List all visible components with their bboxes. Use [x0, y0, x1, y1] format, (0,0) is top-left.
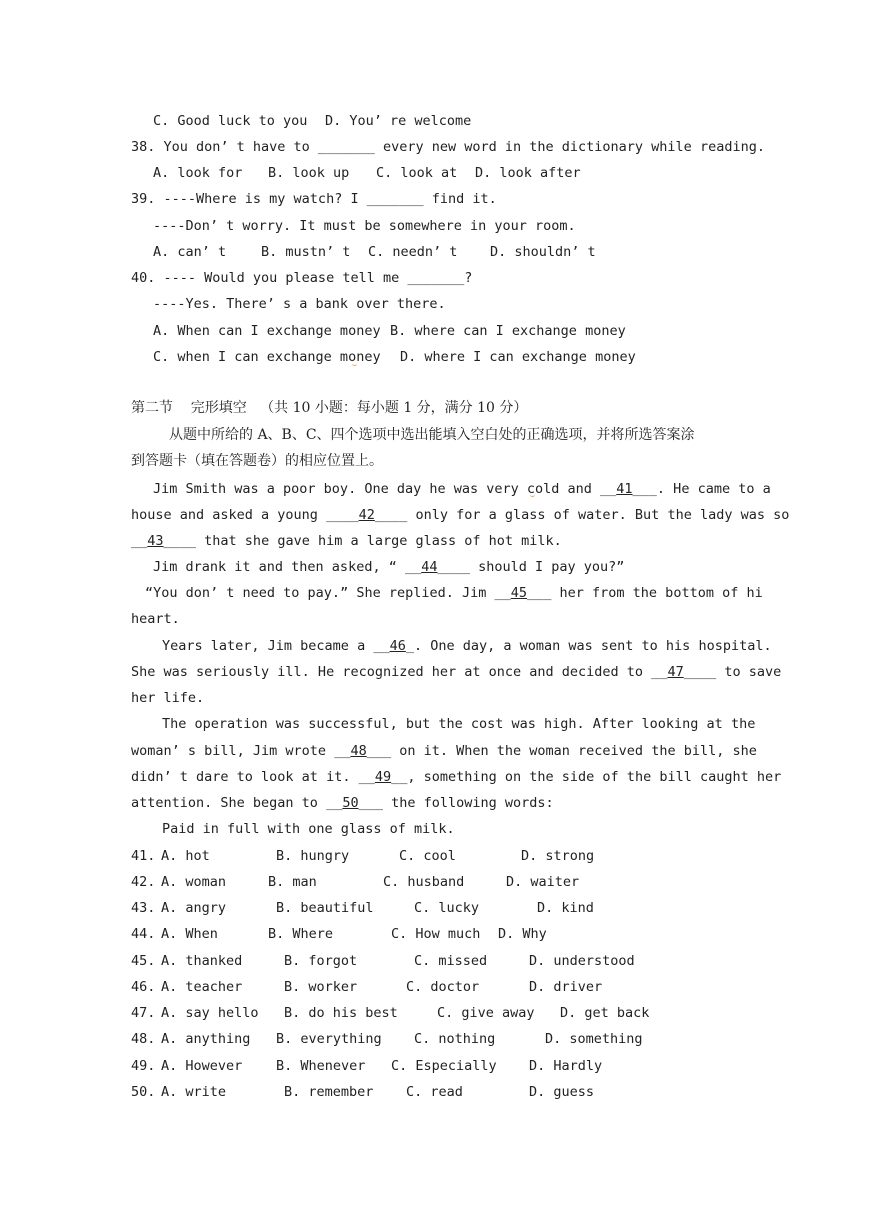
option-d: D. Hardly — [529, 1058, 603, 1074]
option-a: A. say hello — [161, 1005, 259, 1021]
q39-option-d: D. shouldn’ t — [490, 244, 596, 260]
blank-49: 49 — [374, 769, 392, 785]
option-a: A. angry — [161, 900, 227, 916]
option-number: 48. — [131, 1031, 156, 1047]
option-d: D. something — [545, 1031, 643, 1047]
option-d: D. driver — [529, 979, 603, 995]
blank-47: 47 — [667, 664, 684, 680]
q40-option-c: C. when I can exchange money — [153, 349, 381, 365]
option-c: C. nothing — [414, 1031, 496, 1047]
q40-option-a: A. When can I exchange money — [153, 323, 381, 339]
option-a: A. However — [161, 1058, 243, 1074]
passage-line: “You don’ t need to pay.” She replied. Jim __45___ her from the bottom of hi — [145, 585, 763, 601]
section-heading: 第二节 完形填空 （共 10 小题：每小题 1 分，满分 10 分） — [131, 400, 528, 416]
option-a: A. thanked — [161, 953, 243, 969]
q38-option-b: B. look up — [268, 165, 350, 181]
option-b: B. Where — [268, 926, 334, 942]
option-d: D. waiter — [506, 874, 580, 890]
option-number: 41. — [131, 848, 156, 864]
blank-42: 42 — [358, 507, 375, 523]
q38-stem: 38. You don’ t have to _______ every new word in the dictionary while reading. — [131, 139, 765, 155]
section-instruction-cont: 到答题卡（填在答题卷）的相应位置上。 — [131, 453, 383, 469]
passage-line: house and asked a young ____42____ only for a glass of water. But the lady was so — [131, 507, 790, 523]
option-c: C. missed — [414, 953, 488, 969]
passage-line: heart. — [131, 611, 180, 627]
option-d: D. guess — [529, 1084, 595, 1100]
passage-line: Jim Smith was a poor boy. One day he was very cold and __41___. He came to a — [153, 481, 771, 497]
option-b: B. man — [268, 874, 317, 890]
option-a: A. When — [161, 926, 218, 942]
option-number: 47. — [131, 1005, 156, 1021]
passage-line: woman’ s bill, Jim wrote __48___ on it. When the woman received the bill, she — [131, 743, 757, 759]
option-number: 42. — [131, 874, 156, 890]
q37-option-d: D. You’ re welcome — [325, 113, 472, 129]
q38-option-d: D. look after — [475, 165, 581, 181]
q39-stem: 39. ----Where is my watch? I _______ find it. — [131, 191, 497, 207]
q39-option-a: A. can’ t — [153, 244, 227, 260]
option-c: C. read — [406, 1084, 463, 1100]
passage-line: Years later, Jim became a __46_. One day, a woman was sent to his hospital. — [162, 638, 772, 654]
option-c: C. husband — [383, 874, 465, 890]
option-c: C. give away — [437, 1005, 535, 1021]
option-d: D. strong — [521, 848, 595, 864]
option-b: B. worker — [284, 979, 358, 995]
option-c: C. Especially — [391, 1058, 497, 1074]
option-b: B. forgot — [284, 953, 358, 969]
passage-line: attention. She began to __50___ the following words: — [131, 795, 554, 811]
q37-option-c: C. Good luck to you — [153, 113, 308, 129]
passage-line: The operation was successful, but the cost was high. After looking at the — [162, 716, 756, 732]
q39-reply: ----Don’ t worry. It must be somewhere in your room. — [153, 218, 576, 234]
option-c: C. lucky — [414, 900, 480, 916]
option-c: C. cool — [399, 848, 456, 864]
blank-50: 50 — [342, 795, 359, 811]
option-d: D. kind — [537, 900, 594, 916]
q40-stem: 40. ---- Would you please tell me _______? — [131, 270, 473, 286]
passage-line: __43____ that she gave him a large glass of hot milk. — [131, 533, 562, 549]
option-number: 44. — [131, 926, 156, 942]
option-b: B. beautiful — [276, 900, 374, 916]
q40-option-d: D. where I can exchange money — [400, 349, 636, 365]
passage-line: Paid in full with one glass of milk. — [162, 821, 455, 837]
blank-43: 43 — [147, 533, 164, 549]
option-number: 46. — [131, 979, 156, 995]
option-number: 50. — [131, 1084, 156, 1100]
option-d: D. get back — [560, 1005, 650, 1021]
option-number: 43. — [131, 900, 156, 916]
option-number: 45. — [131, 953, 156, 969]
option-b: B. Whenever — [276, 1058, 366, 1074]
passage-line: She was seriously ill. He recognized her at once and decided to __47____ to save — [131, 664, 782, 680]
passage-line: Jim drank it and then asked, “ __44____ should I pay you?” — [153, 559, 625, 575]
passage-line: her life. — [131, 690, 205, 706]
option-a: A. write — [161, 1084, 227, 1100]
q38-option-a: A. look for — [153, 165, 243, 181]
q39-option-b: B. mustn’ t — [261, 244, 351, 260]
blank-45: 45 — [510, 585, 528, 601]
option-d: D. Why — [498, 926, 547, 942]
blank-48: 48 — [350, 743, 367, 759]
blank-44: 44 — [421, 559, 438, 575]
passage-line: didn’ t dare to look at it. __49__, something on the side of the bill caught her — [131, 769, 782, 785]
blank-41: 41 — [616, 481, 633, 497]
option-c: C. doctor — [406, 979, 480, 995]
option-c: C. How much — [391, 926, 481, 942]
option-b: B. remember — [284, 1084, 374, 1100]
blank-46: 46 — [389, 638, 406, 654]
option-b: B. everything — [276, 1031, 382, 1047]
option-d: D. understood — [529, 953, 635, 969]
option-a: A. anything — [161, 1031, 251, 1047]
q40-reply: ----Yes. There’ s a bank over there. — [153, 296, 446, 312]
section-instruction: 从题中所给的 A、B、C、四个选项中选出能填入空白处的正确选项，并将所选答案涂 — [169, 427, 695, 443]
option-number: 49. — [131, 1058, 156, 1074]
q38-option-c: C. look at — [376, 165, 458, 181]
option-b: B. hungry — [276, 848, 350, 864]
option-b: B. do his best — [284, 1005, 398, 1021]
q40-option-b: B. where can I exchange money — [390, 323, 626, 339]
option-a: A. teacher — [161, 979, 243, 995]
option-a: A. woman — [161, 874, 227, 890]
option-a: A. hot — [161, 848, 210, 864]
q39-option-c: C. needn’ t — [368, 244, 458, 260]
